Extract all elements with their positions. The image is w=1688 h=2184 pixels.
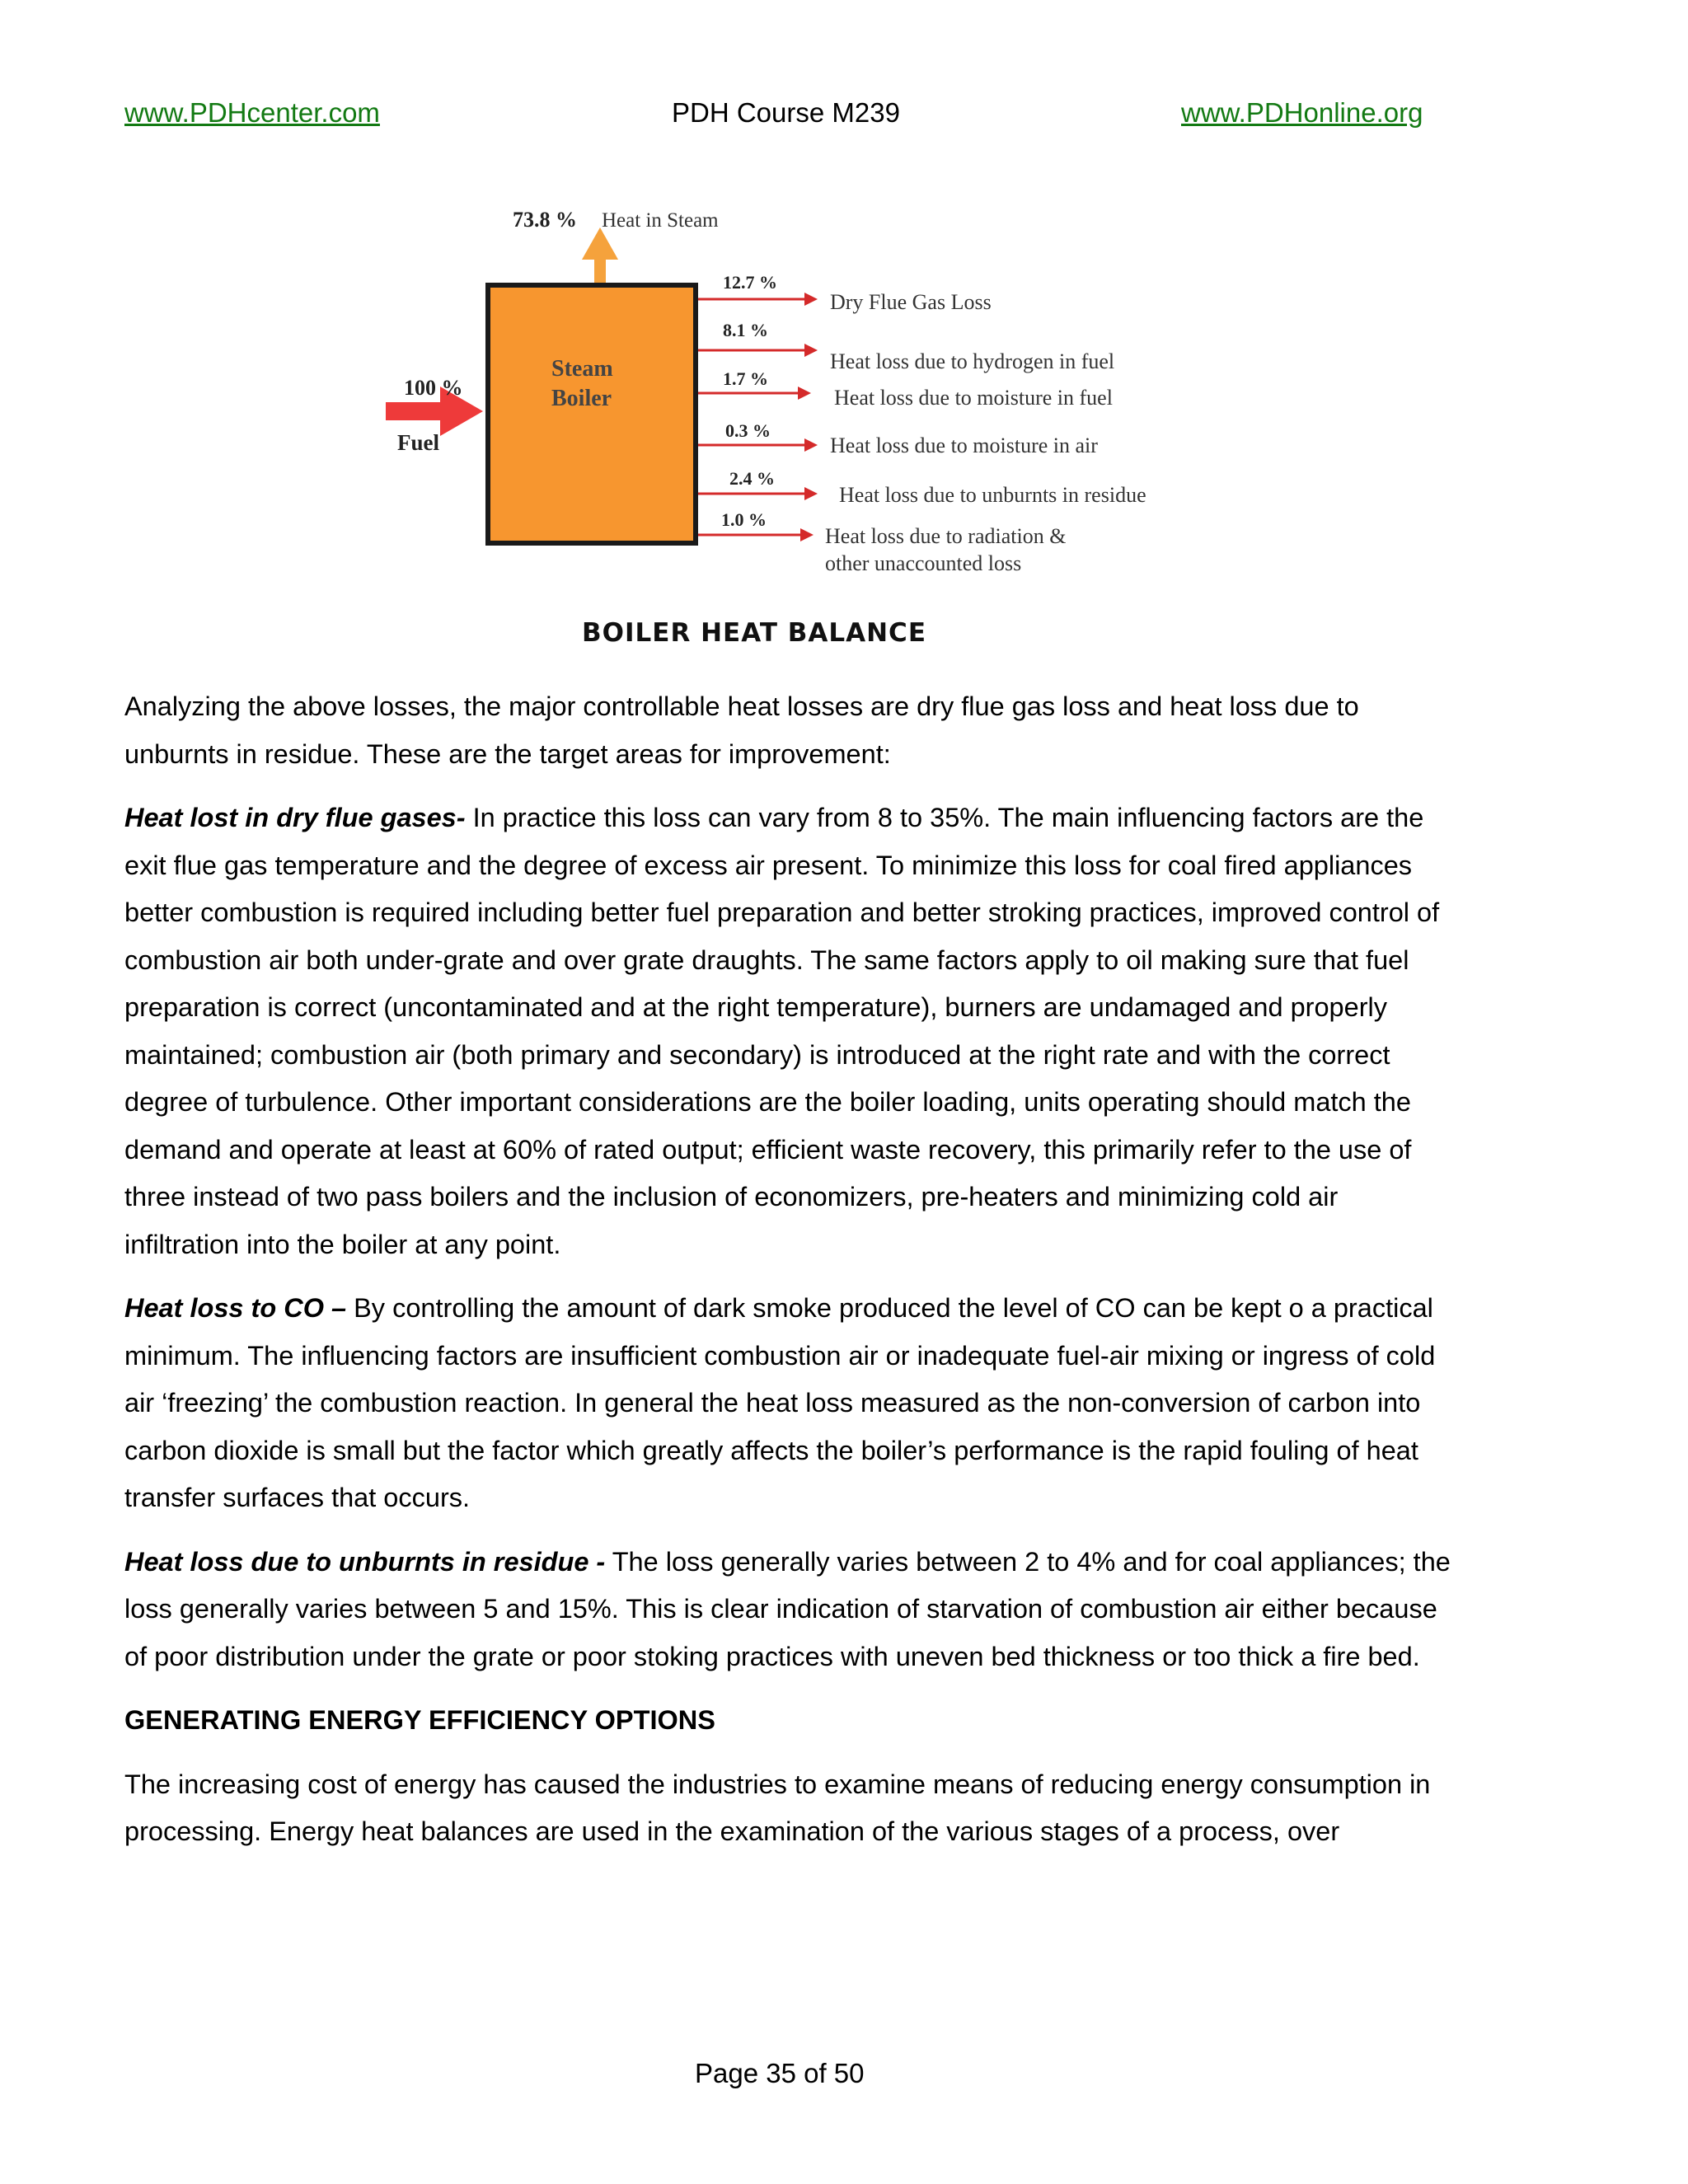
loss-percent-moisture-air: 0.3 % [725,420,771,441]
unburnts-lead: Heat loss due to unburnts in residue - [124,1546,606,1577]
course-title: PDH Course M239 [672,97,900,128]
boiler-box [488,285,696,543]
unburnts-paragraph [124,1539,1451,1681]
loss-percent-dry-flue-gas: 12.7 % [723,272,777,293]
energy-paragraph: The increasing cost of energy has caused the industries to examine means of reducing energy consumption in processing. Energy heat balances are used in the examination of the various stages of a process, over [124,1769,1431,1846]
document-body [124,683,1451,1872]
co-loss-lead: Heat loss to CO – [124,1293,347,1323]
loss-percent-moisture-fuel: 1.7 % [723,368,768,389]
loss-label-radiation-line2: other unaccounted loss [825,551,1022,575]
steam-percent: 73.8 % [513,208,577,232]
intro-paragraph: Analyzing the above losses, the major controllable heat losses are dry flue gas loss and heat loss due to unburnts in residue. These are the target areas for improvement: [124,691,1359,769]
steam-arrow-shaft [594,255,606,285]
unburnts-text: The loss generally varies between 2 to 4% and for coal appliances; the loss generally varies between 5 and 15%. This is clear indication of starvation of combustion air either because of poor distribution under the grate or poor stoking practices with uneven bed thickness or too thick a fire bed. [124,1546,1451,1671]
loss-percent-hydrogen: 8.1 % [723,320,768,340]
loss-label-hydrogen: Heat loss due to hydrogen in fuel [830,349,1115,373]
pdhcenter-link[interactable]: www.PDHcenter.com [124,97,380,128]
pdhonline-link[interactable]: www.PDHonline.org [1181,97,1423,128]
loss-label-dry-flue-gas: Dry Flue Gas Loss [830,290,992,314]
boiler-heat-balance-figure [124,140,1195,668]
loss-label-moisture-fuel: Heat loss due to moisture in fuel [834,386,1113,410]
co-loss-paragraph [124,1285,1451,1522]
fuel-arrow-shaft [386,402,443,420]
figure-caption: BOILER HEAT BALANCE [582,618,926,648]
dry-flue-gas-paragraph [124,794,1451,1268]
co-loss-text: By controlling the amount of dark smoke produced the level of CO can be kept o a practical minimum. The influencing factors are insufficient combustion air or inadequate fuel-air mixing or ingress of cold air ‘freezing’ the combustion reaction. In general the heat loss measured as the non-conversion of carbon into carbon dioxide is small but the factor which greatly affects the boiler’s performance is the rapid fouling of heat transfer surfaces that occurs. [124,1293,1436,1512]
loss-percent-unburnts: 2.4 % [729,468,775,489]
loss-label-unburnts: Heat loss due to unburnts in residue [839,483,1146,507]
dry-flue-gas-lead: Heat lost in dry flue gases- [124,803,466,832]
fuel-label: Fuel [397,430,439,455]
boiler-label-line2: Boiler [551,386,612,411]
dry-flue-gas-text: In practice this loss can vary from 8 to 35%. The main influencing factors are the exit flue gas temperature and the degree of excess air present. To minimize this loss for coal fired appliances better combustion is required including better fuel preparation and better stroking practices, improved control of combustion air both under-grate and over grate draughts. The same factors apply to oil making sure that fuel preparation is correct (uncontaminated and at the right temperature), burners are undamaged and properly maintained; combustion air (both primary and secondary) is introduced at the right rate and with the correct degree of turbulence. Other important considerations are the boiler loading, units operating should match the demand and operate at least at 60% of rated output; efficient waste recovery, this primarily refer to the use of three instead of two pass boilers and the inclusion of economizers, pre-heaters and minimizing cold air infiltration into the boiler at any point. [124,803,1440,1259]
section-heading: GENERATING ENERGY EFFICIENCY OPTIONS [124,1705,715,1735]
fuel-percent: 100 % [404,376,463,400]
loss-label-radiation-line1: Heat loss due to radiation & [825,524,1067,548]
steam-label: Heat in Steam [602,209,719,232]
loss-label-moisture-air: Heat loss due to moisture in air [830,434,1098,457]
loss-percent-radiation: 1.0 % [721,509,767,530]
page-header [0,97,1688,134]
boiler-label-line1: Steam [551,356,613,382]
page-number: Page 35 of 50 [695,2058,865,2088]
